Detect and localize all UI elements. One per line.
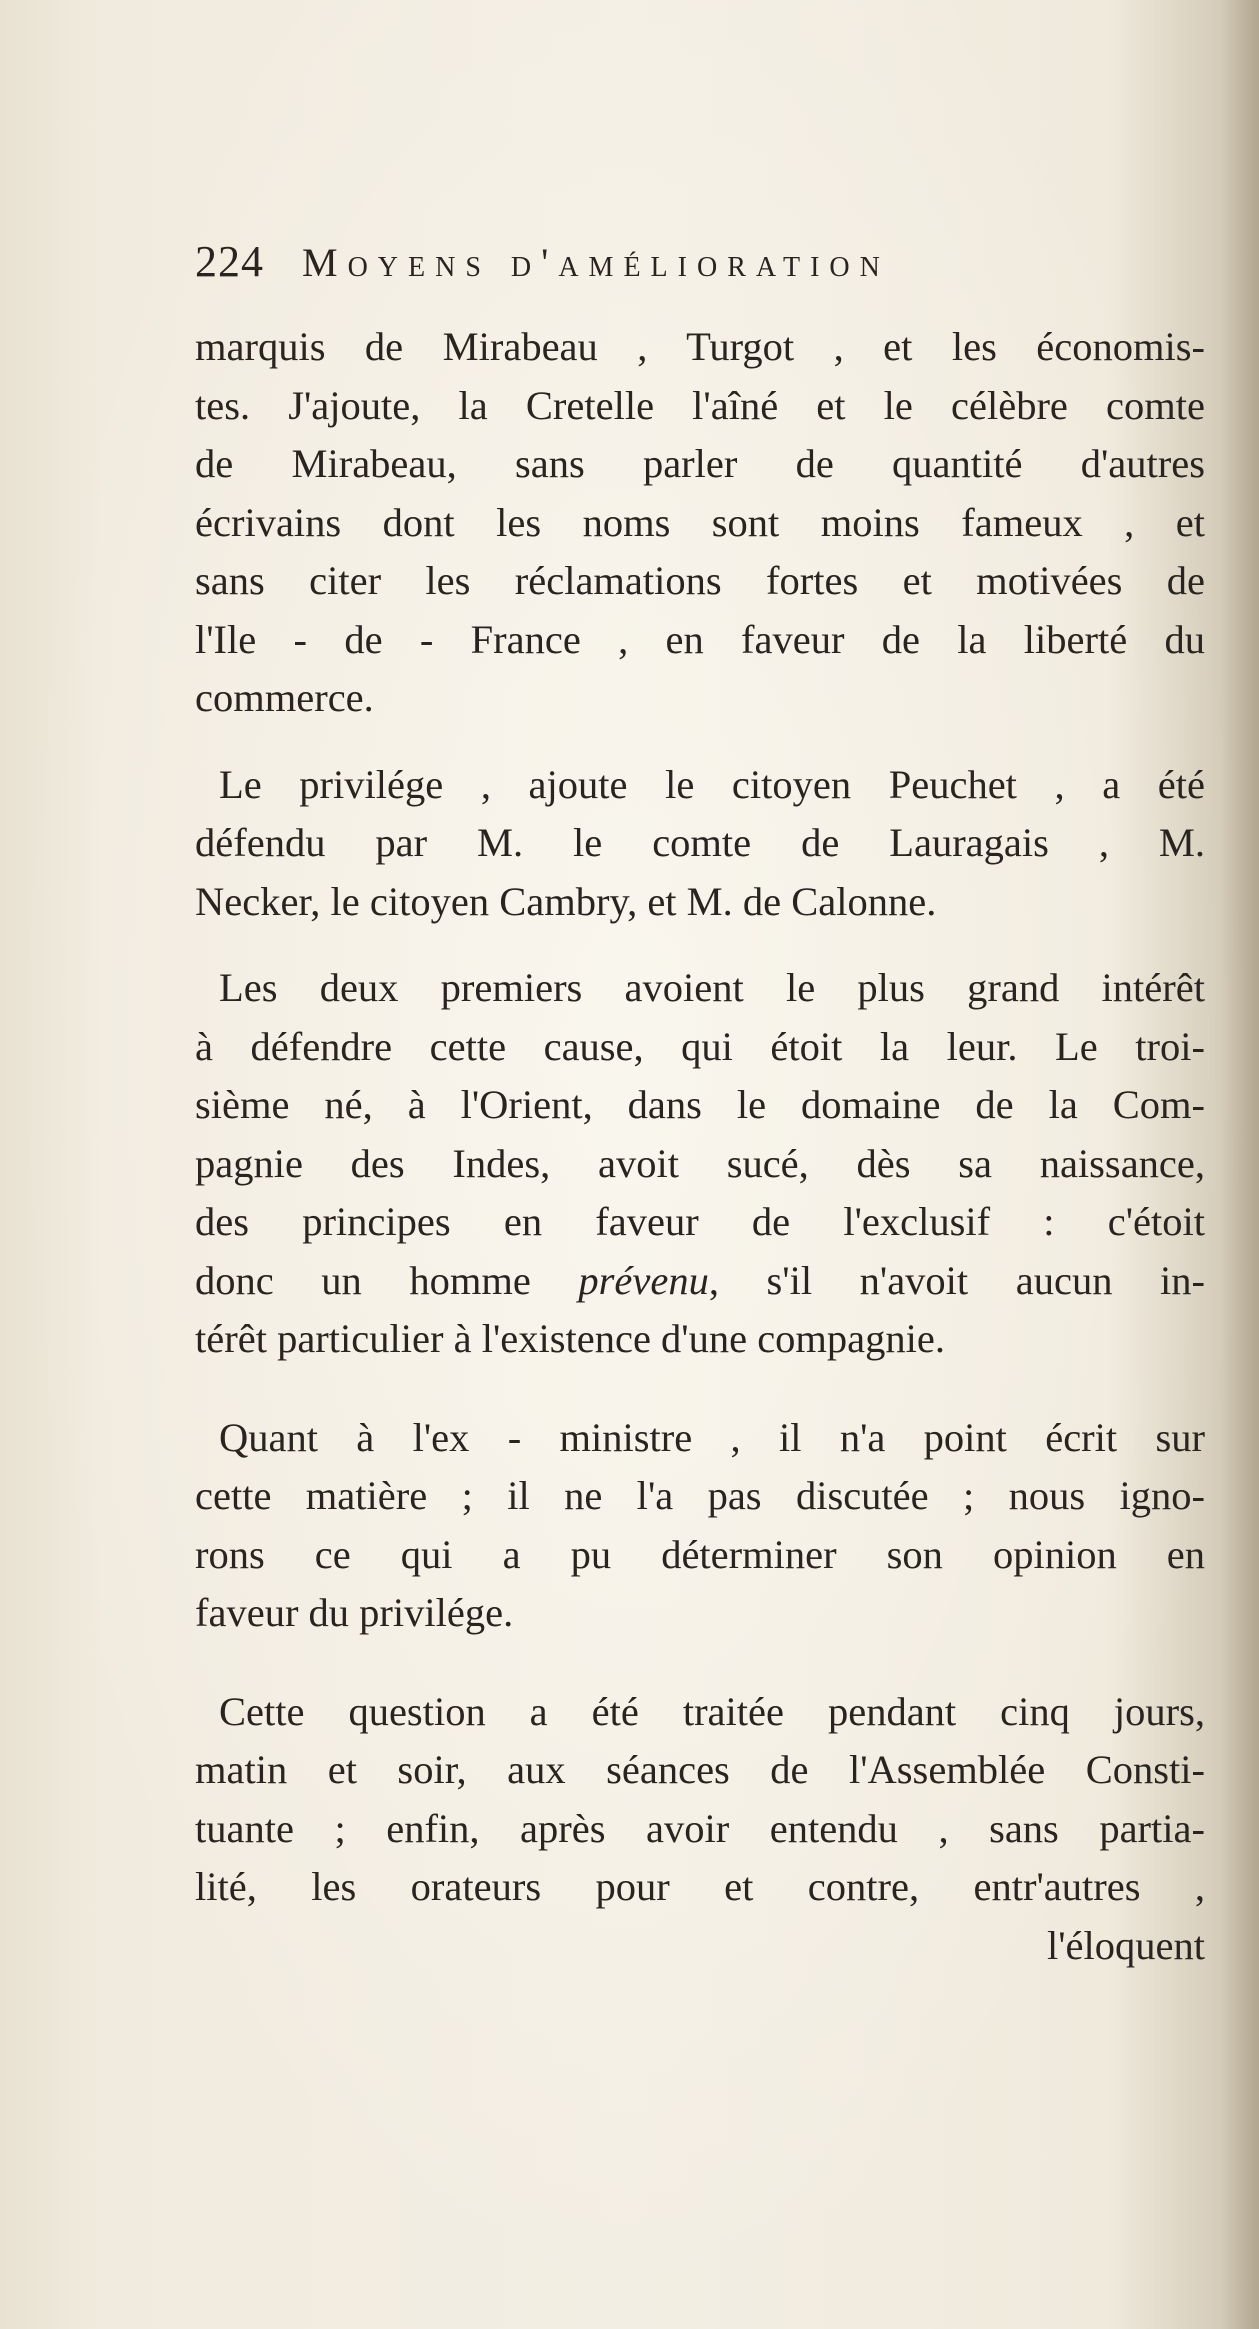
text-line: Le privilége , ajoute le citoyen Peuchet , a été — [219, 761, 1205, 807]
paragraph-spacer — [195, 728, 1205, 756]
text-line: l'Ile - de - France , en faveur de la liberté du — [195, 616, 1205, 662]
paragraph-5 — [195, 1683, 1205, 1976]
text-line: térêt particulier à l'existence d'une compagnie. — [195, 1316, 946, 1361]
page-edge-shadow — [1221, 0, 1259, 2329]
text-line: pagnie des Indes, avoit sucé, dès sa naissance, — [195, 1140, 1205, 1186]
text-line: sième né, à l'Orient, dans le domaine de la Com- — [195, 1082, 1205, 1127]
text-line: tuante ; enfin, après avoir entendu , sans partia- — [195, 1805, 1205, 1851]
paragraph-3 — [195, 959, 1205, 1369]
running-title: Moyens d'amélioration — [302, 240, 890, 285]
text-line: marquis de Mirabeau , Turgot , et les économis- — [195, 324, 1205, 369]
body-text — [195, 318, 1205, 1975]
text-line: tes. J'ajoute, la Cretelle l'aîné et le célèbre comte — [195, 382, 1205, 428]
text-line: écrivains dont les noms sont moins fameux , et — [195, 499, 1205, 545]
text-line: Les deux premiers avoient le plus grand intérêt — [219, 965, 1205, 1010]
page-number: 224 — [195, 237, 264, 286]
paragraph-spacer — [195, 1369, 1205, 1409]
text-line: matin et soir, aux séances de l'Assemblée Consti- — [195, 1747, 1205, 1792]
text-line: sans citer les réclamations fortes et motivées de — [195, 558, 1205, 603]
text-line: Necker, le citoyen Cambry, et M. de Calonne. — [195, 878, 937, 924]
text-line: de Mirabeau, sans parler de quantité d'autres — [195, 441, 1205, 486]
text-line: commerce. — [195, 675, 374, 720]
italic-word: prévenu — [578, 1257, 709, 1303]
text-line: à défendre cette cause, qui étoit la leur. Le troi- — [195, 1023, 1205, 1069]
catchword: l'éloquent — [1046, 1922, 1205, 1968]
text-line-with-italic — [195, 1252, 1205, 1311]
text-segment: donc un homme — [195, 1257, 531, 1303]
running-header — [195, 236, 1095, 306]
paragraph-2 — [195, 756, 1205, 932]
paragraph-4 — [195, 1409, 1205, 1643]
text-line: Quant à l'ex - ministre , il n'a point écrit sur — [219, 1414, 1205, 1460]
text-segment: , s'il n'avoit aucun in- — [708, 1257, 1205, 1303]
text-line: cette matière ; il ne l'a pas discutée ; nous igno- — [195, 1473, 1205, 1518]
paragraph-spacer — [195, 1643, 1205, 1683]
text-line: des principes en faveur de l'exclusif : c'étoit — [195, 1199, 1205, 1244]
paragraph-1 — [195, 318, 1205, 728]
text-line: rons ce qui a pu déterminer son opinion en — [195, 1531, 1205, 1577]
text-line: Cette question a été traitée pendant cinq jours, — [219, 1688, 1205, 1734]
text-line: lité, les orateurs pour et contre, entr'autres , — [195, 1864, 1205, 1909]
text-line: défendu par M. le comte de Lauragais , M. — [195, 820, 1205, 865]
text-line: faveur du privilége. — [195, 1590, 514, 1635]
paragraph-spacer — [195, 931, 1205, 959]
